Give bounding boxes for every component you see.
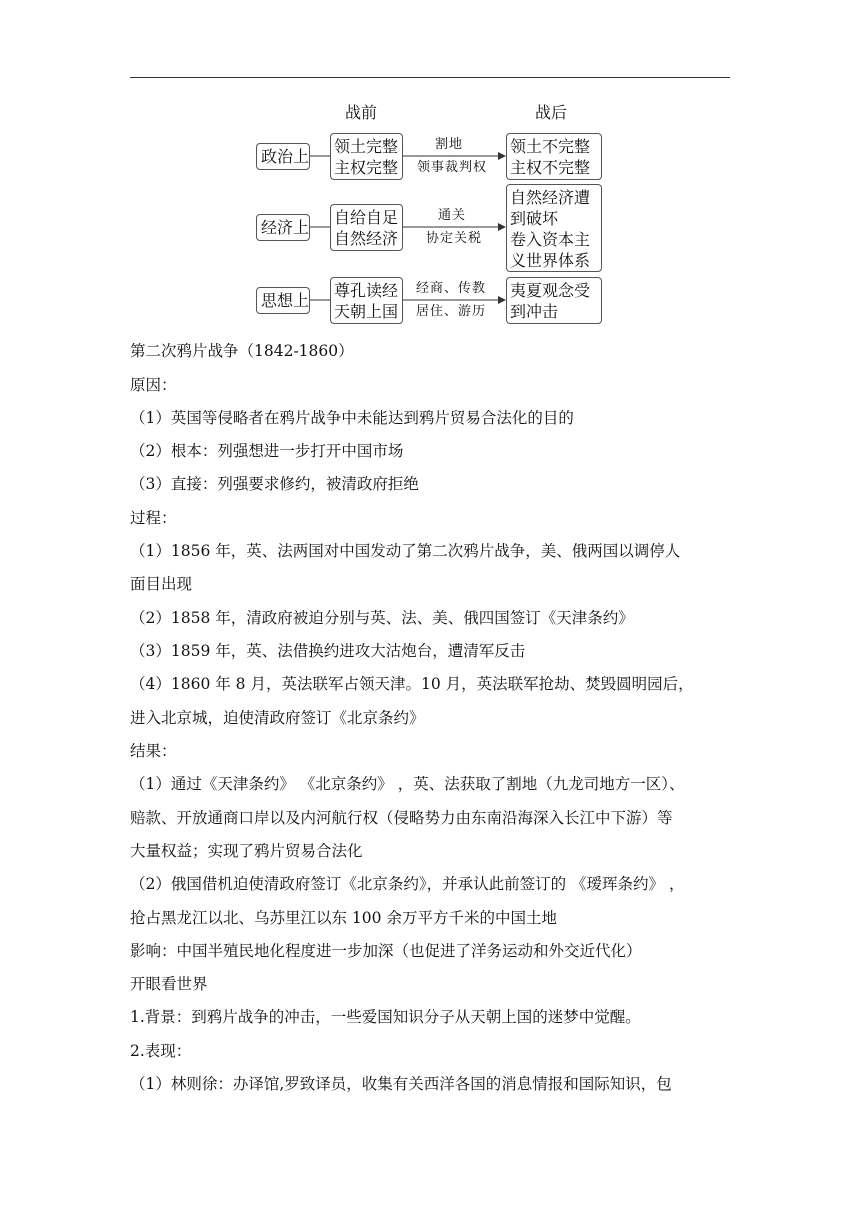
paragraph: 大量权益；实现了鸦片贸易合法化: [130, 842, 363, 860]
paragraph: 影响：中国半殖民地化程度进一步加深（也促进了洋务运动和外交近代化）: [130, 942, 642, 960]
category-box-politics: 政治上: [256, 143, 310, 170]
section-title: 第二次鸦片战争（1842-1860）: [130, 342, 354, 360]
header-before: 战前: [345, 103, 378, 122]
paragraph: （2）1858 年，清政府被迫分别与英、法、美、俄四国签订《天津条约》: [130, 609, 634, 627]
paragraph: （1）通过《天津条约》 《北京条约》 ，英、法获取了割地（九龙司地方一区）、: [130, 775, 685, 793]
category-box-thought: 思想上: [256, 287, 310, 314]
paragraph: 赔款、开放通商口岸以及内河航行权（侵略势力由东南沿海深入长江中下游）等: [130, 809, 673, 827]
paragraph: （3）1859 年，英、法借换约进攻大沽炮台，遭清军反击: [130, 642, 526, 660]
paragraph: （2）俄国借机迫使清政府签订《北京条约》，并承认此前签订的 《瑷珲条约》 ，: [130, 875, 685, 893]
after-box-thought: 夷夏观念受 到冲击: [506, 277, 602, 324]
paragraph: （3）直接：列强要求修约，被清政府拒绝: [130, 475, 419, 493]
paragraph: （1）英国等侵略者在鸦片战争中未能达到鸦片贸易合法化的目的: [130, 409, 574, 427]
header-after: 战后: [535, 103, 568, 122]
before-box-thought: 尊孔读经 天朝上国: [330, 277, 403, 324]
after-box-politics: 领土不完整 主权不完整: [506, 133, 602, 180]
paragraph: （1）1856 年，英、法两国对中国发动了第二次鸦片战争，美、俄两国以调停人: [130, 542, 681, 560]
paragraph: 进入北京城，迫使清政府签订《北京条约》: [130, 709, 425, 727]
paragraph: （2）根本：列强想进一步打开中国市场: [130, 442, 404, 460]
after-box-economy: 自然经济遭 到破坏 卷入资本主 义世界体系: [506, 184, 602, 272]
paragraph: 过程：: [130, 509, 177, 527]
header-rule: [130, 77, 730, 78]
paragraph: （4）1860 年 8 月，英法联军占领天津。10 月，英法联军抢劫、焚毁圆明园后，: [130, 675, 694, 693]
arrow-label-top: 经商、传教: [416, 281, 487, 296]
arrow-label-bottom: 协定关税: [426, 231, 483, 246]
paragraph: 抢占黑龙江以北、乌苏里江以东 100 余万平方千米的中国土地: [130, 909, 557, 927]
arrow-label-bottom: 领事裁判权: [417, 160, 488, 175]
section-title: 开眼看世界: [130, 975, 208, 993]
before-box-politics: 领土完整 主权完整: [330, 133, 403, 180]
arrow-label-top: 割地: [435, 137, 464, 152]
paragraph: 2.表现：: [130, 1042, 192, 1060]
paragraph: 结果：: [130, 742, 177, 760]
arrow-label-top: 通关: [438, 208, 467, 223]
paragraph: 原因：: [130, 376, 177, 394]
before-box-economy: 自给自足 自然经济: [330, 204, 403, 251]
category-box-economy: 经济上: [256, 214, 310, 241]
comparison-diagram: [250, 100, 610, 328]
paragraph: 1.背景：到鸦片战争的冲击，一些爱国知识分子从天朝上国的迷梦中觉醒。: [130, 1008, 641, 1026]
arrow-label-bottom: 居住、游历: [416, 304, 487, 319]
paragraph: 面目出现: [130, 575, 193, 593]
paragraph: （1）林则徐：办译馆,罗致译员，收集有关西洋各国的消息情报和国际知识，包: [130, 1075, 672, 1093]
